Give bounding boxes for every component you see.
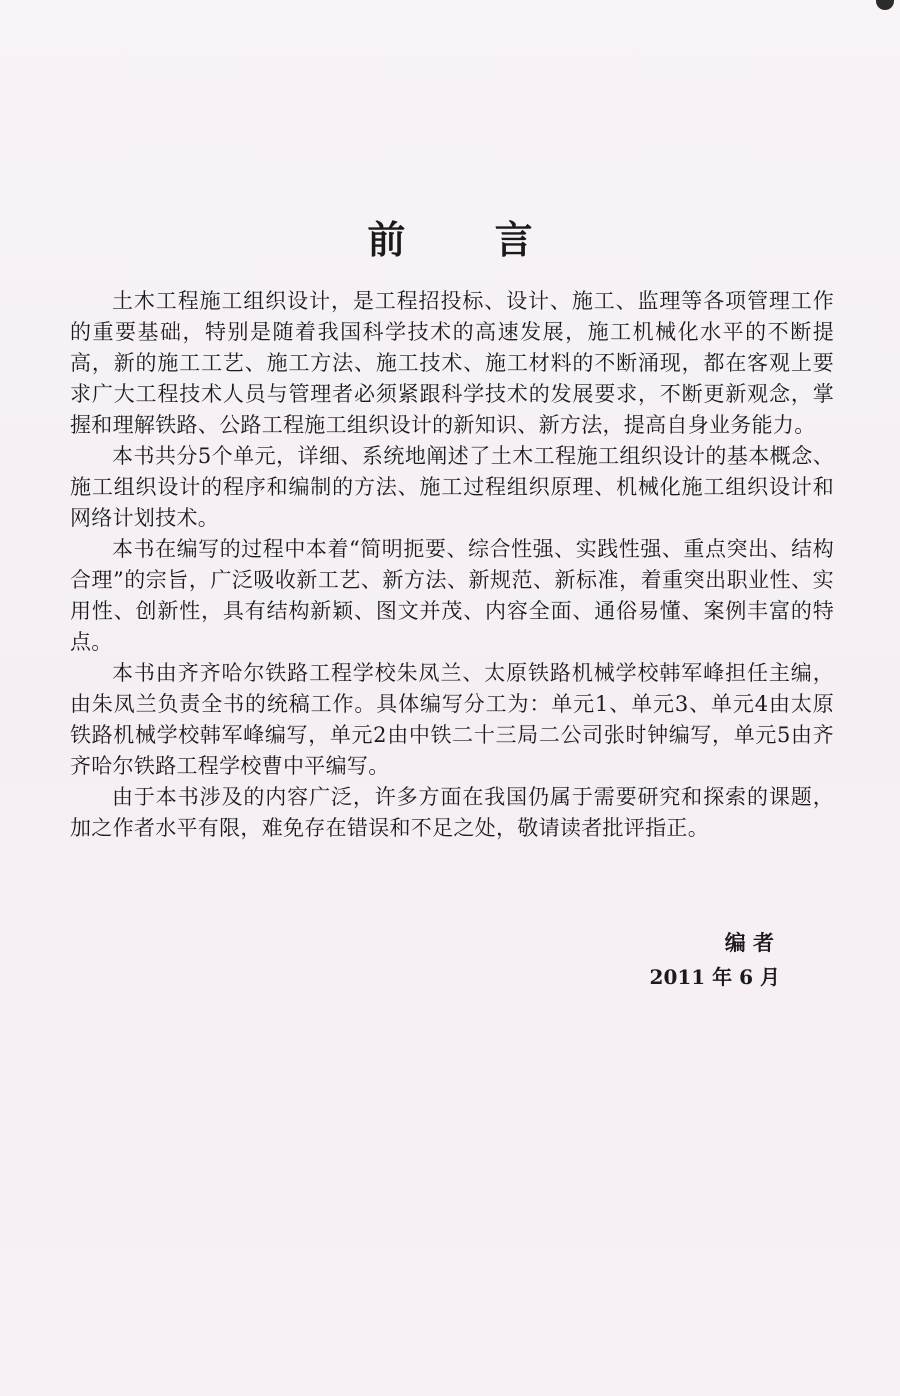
paragraph-2: 本书共分5个单元，详细、系统地阐述了土木工程施工组织设计的基本概念、施工组织设计的程序和编制的方法、施工过程组织原理、机械化施工组织设计和网络计划技术。 xyxy=(70,444,834,530)
author-signature: 编 者 xyxy=(724,930,774,955)
preface-body xyxy=(70,286,834,844)
paragraph-1: 土木工程施工组织设计，是工程招投标、设计、施工、监理等各项管理工作的重要基础，特别是随着我国科学技术的高速发展，施工机械化水平的不断提高，新的施工工艺、施工方法、施工技术、施工材料的不断涌现，都在客观上要求广大工程技术人员与管理者必须紧跟科学技术的发展要求，不断更新观念，掌握和理解铁路、公路工程施工组织设计的新知识、新方法，提高自身业务能力。 xyxy=(70,289,834,437)
signature-date: 2011 年 6 月 xyxy=(649,965,780,989)
paragraph-5: 由于本书涉及的内容广泛，许多方面在我国仍属于需要研究和探索的课题，加之作者水平有限，难免存在错误和不足之处，敬请读者批评指正。 xyxy=(70,785,834,840)
paragraph-4: 本书由齐齐哈尔铁路工程学校朱凤兰、太原铁路机械学校韩军峰担任主编，由朱凤兰负责全书的统稿工作。具体编写分工为：单元1、单元3、单元4由太原铁路机械学校韩军峰编写，单元2由中铁二十三局二公司张时钟编写，单元5由齐齐哈尔铁路工程学校曹中平编写。 xyxy=(70,661,834,778)
corner-mark xyxy=(876,0,894,10)
signature-block xyxy=(650,926,780,994)
paragraph-3: 本书在编写的过程中本着“简明扼要、综合性强、实践性强、重点突出、结构合理”的宗旨，广泛吸收新工艺、新方法、新规范、新标准，着重突出职业性、实用性、创新性，具有结构新颖、图文并茂、内容全面、通俗易懂、案例丰富的特点。 xyxy=(70,537,834,654)
page-title: 前 言 xyxy=(367,218,571,263)
